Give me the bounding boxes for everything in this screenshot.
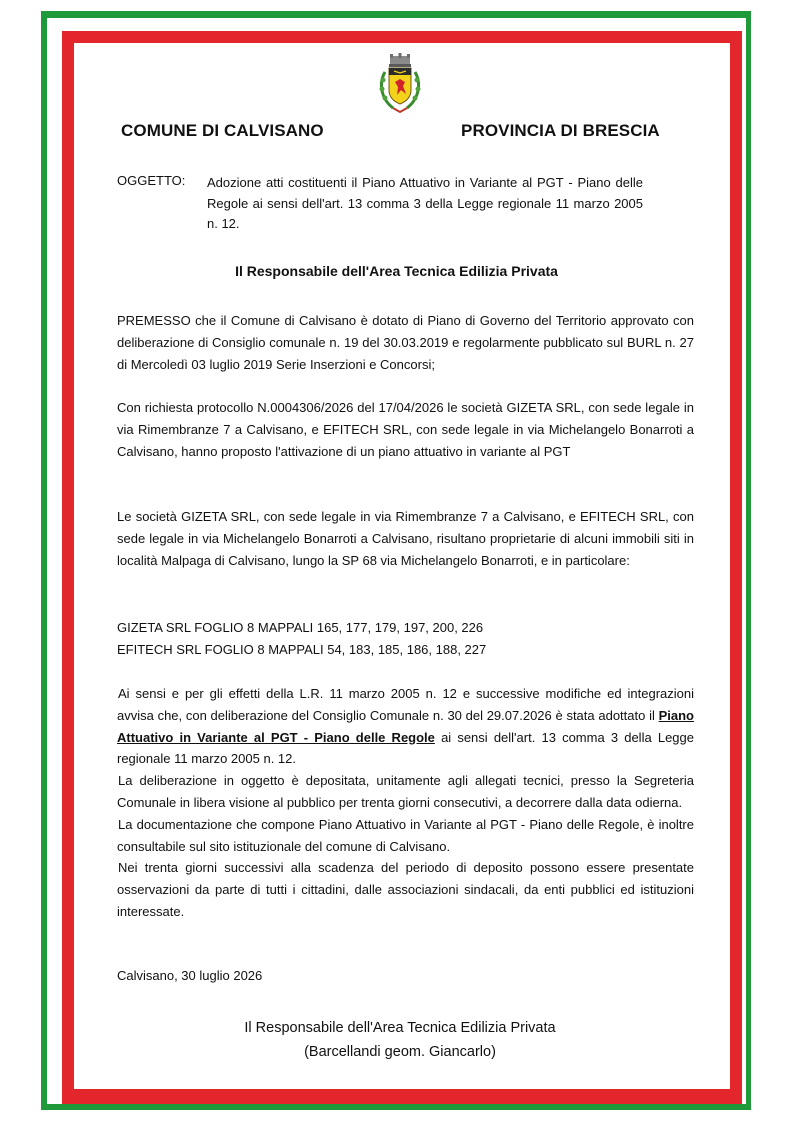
avviso-intro: Ai sensi e per gli effetti della L.R. 11 marzo 2005 n. 12 e successive modifiche ed integrazioni avvisa che, con deliberazione del Consiglio Comunale n. 30 del 29.07.2026 è stata adottato il <box>117 686 694 723</box>
documentazione-paragraph: La documentazione che compone Piano Attuativo in Variante al PGT - Piano delle Regole, è inoltre consultabile sul sito istituzionale del comune di Calvisano. <box>117 816 694 854</box>
mappali-list <box>117 617 694 661</box>
section-heading: Il Responsabile dell'Area Tecnica Edilizia Privata <box>235 263 558 279</box>
avviso-piano-title: Piano Attuativo in Variante al PGT - Piano delle Regole <box>117 707 694 745</box>
premesso-paragraph: PREMESSO che il Comune di Calvisano è dotato di Piano di Governo del Territorio approvato con deliberazione di Consiglio comunale n. 19 del 30.03.2019 e regolarmente pubblicato sul BURL n. 27 di Mercoledì 03 luglio 2019 Serie Inserzioni e Concorsi; <box>117 313 694 372</box>
mappali-efitech: EFITECH SRL FOGLIO 8 MAPPALI 54, 183, 185, 186, 188, 227 <box>117 641 487 657</box>
deposito-paragraph: La deliberazione in oggetto è depositata, unitamente agli allegati tecnici, presso la Segreteria Comunale in libera visione al pubblico per trenta giorni consecutivi, a decorrere dalla data odierna. <box>117 773 694 810</box>
oggetto-text: Adozione atti costituenti il Piano Attuativo in Variante al PGT - Piano delle Regole ai sensi dell'art. 13 comma 3 della Legge regionale 11 marzo 2005 n. 12. <box>207 175 643 231</box>
avviso-block <box>117 683 694 923</box>
avviso-paragraph <box>117 683 694 770</box>
richiesta-paragraph: Con richiesta protocollo N.0004306/2026 del 17/04/2026 le società GIZETA SRL, con sede legale in via Rimembranze 7 a Calvisano, e EFITECH SRL, con sede legale in via Michelangelo Bonarroti a Calvisano, hanno proposto l'attivazione di un piano attuativo in variante al PGT <box>117 400 694 459</box>
oggetto-label: OGGETTO: <box>117 173 186 188</box>
societa-paragraph: Le società GIZETA SRL, con sede legale in via Rimembranze 7 a Calvisano, e EFITECH SRL, con sede legale in via Michelangelo Bonarroti a Calvisano, risultano proprietarie di alcuni immobili siti in località Malpaga di Calvisano, lungo la SP 68 via Michelangelo Bonarroti, e in particolare: <box>117 509 694 568</box>
avviso-legge: ai sensi dell'art. 13 comma 3 della Legge regionale 11 marzo 2005 n. 12. <box>117 729 694 767</box>
signature-block <box>190 1016 610 1064</box>
signature-name: (Barcellandi geom. Giancarlo) <box>304 1044 496 1060</box>
provincia-title: PROVINCIA DI BRESCIA <box>461 121 660 140</box>
comune-title: COMUNE DI CALVISANO <box>121 121 324 140</box>
municipal-coat-of-arms-icon <box>377 52 423 116</box>
document-date: Calvisano, 30 luglio 2026 <box>117 968 263 983</box>
osservazioni-paragraph: Nei trenta giorni successivi alla scadenza del periodo di deposito possono essere presentate osservazioni da parte di tutti i cittadini, dalle associazioni sindacali, da enti pubblici ed istituzioni interessate. <box>117 860 694 919</box>
mappali-gizeta: GIZETA SRL FOGLIO 8 MAPPALI 165, 177, 179, 197, 200, 226 <box>117 620 484 635</box>
signature-title: Il Responsabile dell'Area Tecnica Edilizia Privata <box>244 1020 556 1036</box>
